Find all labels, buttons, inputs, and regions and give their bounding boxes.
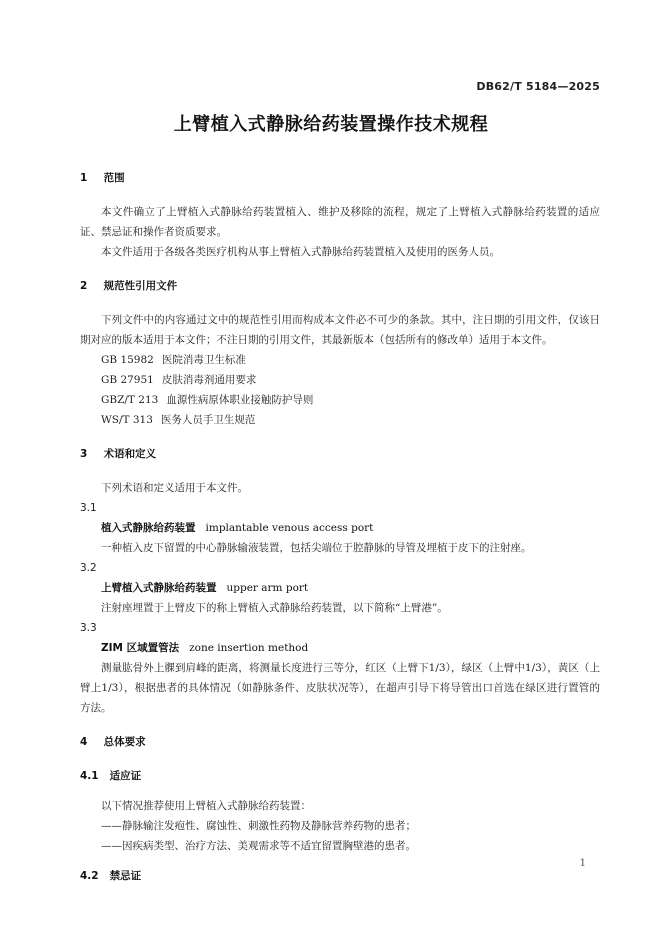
term-chinese: 上臂植入式静脉给药装置 [101, 582, 217, 594]
section-title: 范围 [103, 172, 125, 184]
term-title [80, 638, 600, 658]
reference-code: WS/T 313 [101, 414, 153, 426]
section-number: 3 [80, 448, 88, 460]
section-title: 规范性引用文件 [103, 280, 178, 292]
section-4-heading [80, 732, 600, 752]
section-title: 术语和定义 [103, 448, 157, 460]
scope-paragraph-1: 本文件确立了上臂植入式静脉给药装置植入、维护及移除的流程，规定了上臂植入式静脉给药装置的适应证、禁忌证和操作者资质要求。 [80, 206, 600, 238]
scope-paragraph-2: 本文件适用于各级各类医疗机构从事上臂植入式静脉给药装置植入及使用的医务人员。 [101, 246, 500, 258]
term-definition: 注射座埋置于上臂皮下的称上臂植入式静脉给药装置，以下简称“上臂港”。 [101, 602, 448, 614]
subsection-title: 禁忌证 [109, 870, 142, 882]
reference-item [80, 410, 600, 430]
subsection-4-2-heading [80, 866, 600, 886]
reference-name: 医务人员手卫生规范 [160, 414, 256, 426]
section-3-heading [80, 444, 600, 464]
subsection-number: 4.1 [80, 770, 99, 782]
section-title: 总体要求 [103, 736, 146, 748]
term-definition: 测量肱骨外上髁到肩峰的距离，将测量长度进行三等分，红区（上臂下1/3），绿区（上臂中1/3），黄区（上臂上1/3），根据患者的具体情况（如静脉条件、皮肤状况等），在超声引导下将导管出口首选在绿区进行置管的方法。 [80, 662, 600, 714]
term-english: implantable venous access port [205, 522, 374, 534]
indication-item: ——静脉输注发疱性、腐蚀性、刺激性药物及静脉营养药物的患者； [101, 820, 416, 832]
document-title: 上臂植入式静脉给药装置操作技术规程 [173, 114, 489, 135]
term-english: zone insertion method [189, 642, 309, 654]
reference-name: 皮肤消毒剂通用要求 [161, 374, 257, 386]
reference-name: 血源性病原体职业接触防护导则 [166, 394, 314, 406]
terms-intro: 下列术语和定义适用于本文件。 [101, 482, 248, 494]
term-number: 3.2 [80, 562, 97, 574]
reference-item [80, 390, 600, 410]
section-number: 1 [80, 172, 88, 184]
term-chinese: 植入式静脉给药装置 [101, 522, 196, 534]
term-english: upper arm port [226, 582, 309, 594]
section-number: 2 [80, 280, 88, 292]
term-title [80, 578, 600, 598]
section-1-heading [80, 168, 600, 188]
term-chinese: ZIM 区域置管法 [101, 642, 180, 654]
term-definition: 一种植入皮下留置的中心静脉输液装置，包括尖端位于腔静脉的导管及埋植于皮下的注射座。 [101, 542, 532, 554]
standard-code: DB62/T 5184—2025 [476, 80, 600, 93]
reference-name: 医院消毒卫生标准 [161, 354, 246, 366]
subsection-4-1-heading [80, 766, 600, 786]
reference-item [80, 350, 600, 370]
subsection-title: 适应证 [109, 770, 142, 782]
section-2-heading [80, 276, 600, 296]
normative-references-paragraph: 下列文件中的内容通过文中的规范性引用而构成本文件必不可少的条款。其中，注日期的引用文件，仅该日期对应的版本适用于本文件；不注日期的引用文件，其最新版本（包括所有的修改单）适用于本文件。 [80, 314, 600, 346]
section-number: 4 [80, 736, 88, 748]
indications-intro: 以下情况推荐使用上臂植入式静脉给药装置： [101, 800, 311, 812]
reference-item [80, 370, 600, 390]
reference-code: GBZ/T 213 [101, 394, 159, 406]
indication-item: ——因疾病类型、治疗方法、美观需求等不适宜留置胸壁港的患者。 [101, 840, 416, 852]
reference-code: GB 27951 [101, 374, 154, 386]
term-number: 3.1 [80, 502, 97, 514]
term-title [80, 518, 600, 538]
term-number: 3.3 [80, 622, 97, 634]
reference-code: GB 15982 [101, 354, 154, 366]
subsection-number: 4.2 [80, 870, 99, 882]
page-number: 1 [579, 858, 586, 869]
document-body [80, 168, 600, 886]
